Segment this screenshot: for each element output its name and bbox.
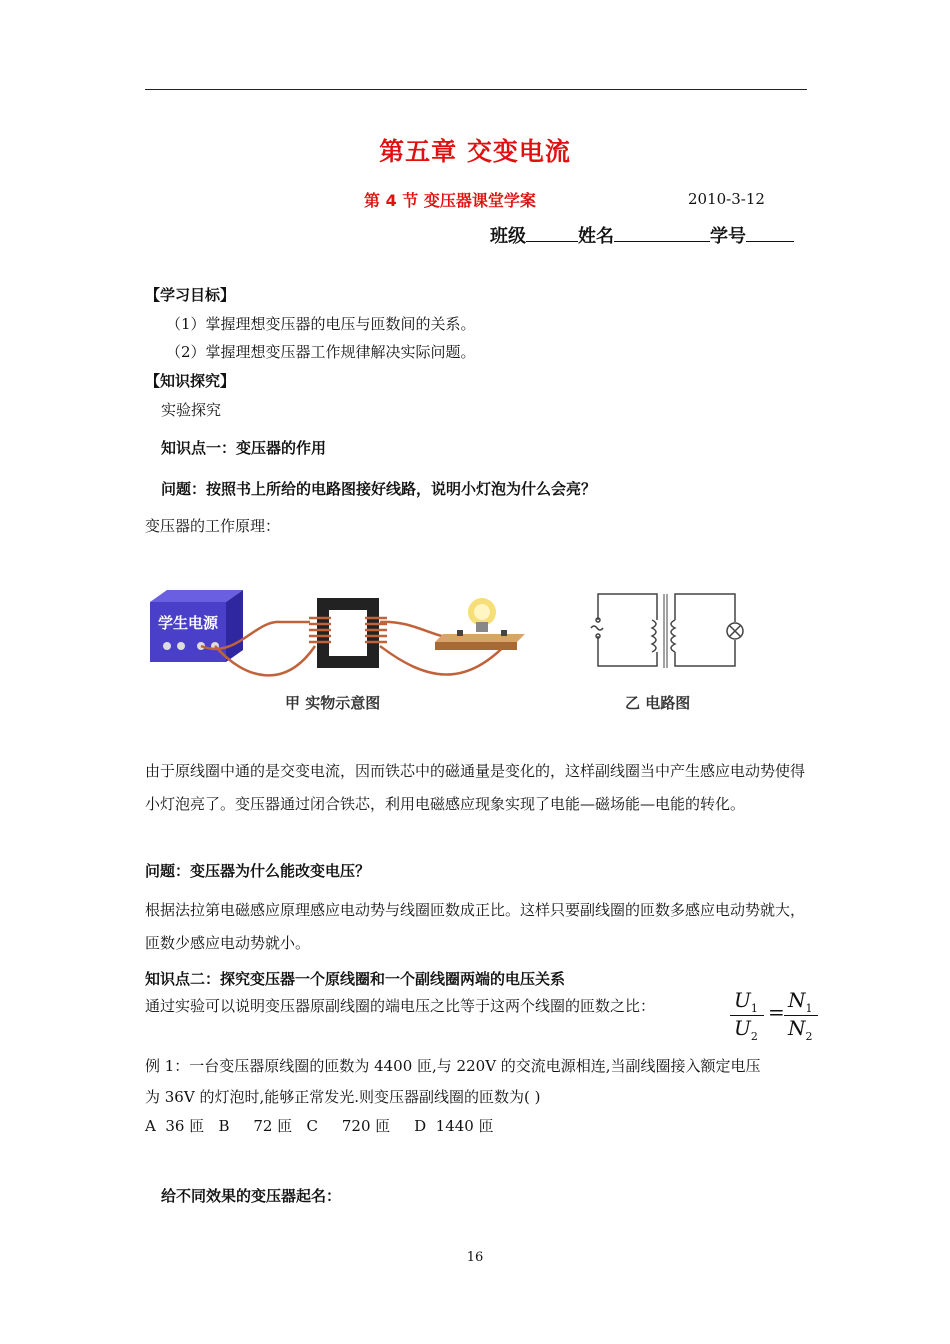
transformer-figure: [145, 580, 805, 730]
right-figure-caption: 乙 电路图: [625, 694, 691, 712]
question-1: 问题：按照书上所给的电路图接好线路，说明小灯泡为什么会亮？: [161, 480, 597, 498]
circuit-diagram: [591, 594, 743, 668]
class-blank[interactable]: [526, 223, 578, 242]
explore-heading: 【知识探究】: [145, 372, 236, 390]
knowledge-point-1: 知识点一：变压器的作用: [161, 439, 327, 457]
principle-label: 变压器的工作原理：: [145, 517, 281, 535]
id-label: 学号: [710, 226, 746, 247]
id-blank[interactable]: [746, 223, 794, 242]
objective-item: （1）掌握理想变压器的电压与匝数间的关系。: [166, 315, 476, 333]
class-label: 班级: [490, 226, 526, 247]
chapter-title: 第五章 交变电流: [379, 137, 571, 166]
name-blank[interactable]: [614, 223, 710, 242]
date: 2010-3-12: [688, 190, 765, 208]
ratio-statement: 通过实验可以说明变压器原副线圈的端电压之比等于这两个线圈的匝数之比：: [145, 997, 656, 1015]
voltage-ratio-formula: $U_1$ $U_2$ = $N_1$ $N_2$: [728, 990, 818, 1040]
naming-prompt: 给不同效果的变压器起名：: [161, 1187, 342, 1205]
left-figure-caption: 甲 实物示意图: [285, 694, 381, 712]
header-rule: [145, 89, 807, 90]
explanation-paragraph: 由于原线圈中通的是交变电流，因而铁芯中的磁通量是变化的，这样副线圈当中产生感应电动势使得小灯泡亮了。变压器通过闭合铁芯，利用电磁感应现象实现了电能—磁场能—电能的转化。: [145, 762, 806, 813]
example-line-2: 为 36V 的灯泡时,能够正常发光.则变压器副线圈的匝数为( ): [145, 1088, 541, 1106]
student-info-line: [490, 222, 794, 248]
page-number: 16: [466, 1250, 484, 1265]
objective-item: （2）掌握理想变压器工作规律解决实际问题。: [166, 343, 476, 361]
example-line-1: 例 1：一台变压器原线圈的匝数为 4400 匝,与 220V 的交流电源相连,当副线圈接入额定电压: [145, 1057, 761, 1075]
example-options: A 36 匝 B 72 匝 C 720 匝 D 1440 匝: [145, 1117, 494, 1135]
knowledge-point-2: 知识点二：探究变压器一个原线圈和一个副线圈两端的电压关系: [145, 970, 566, 988]
experiment-label: 实验探究: [161, 401, 222, 419]
power-supply-label: 学生电源: [157, 614, 219, 632]
objectives-heading: 【学习目标】: [145, 286, 236, 304]
bulb-board: [435, 598, 525, 650]
answer-2-paragraph: 根据法拉第电磁感应原理感应电动势与线圈匝数成正比。这样只要副线圈的匝数多感应电动势就大，匝数少感应电动势就小。: [145, 901, 806, 952]
section-title: 第 4 节 变压器课堂学案: [364, 191, 536, 210]
name-label: 姓名: [578, 226, 614, 247]
iron-core: [309, 604, 387, 662]
question-2: 问题：变压器为什么能改变电压？: [145, 862, 371, 880]
